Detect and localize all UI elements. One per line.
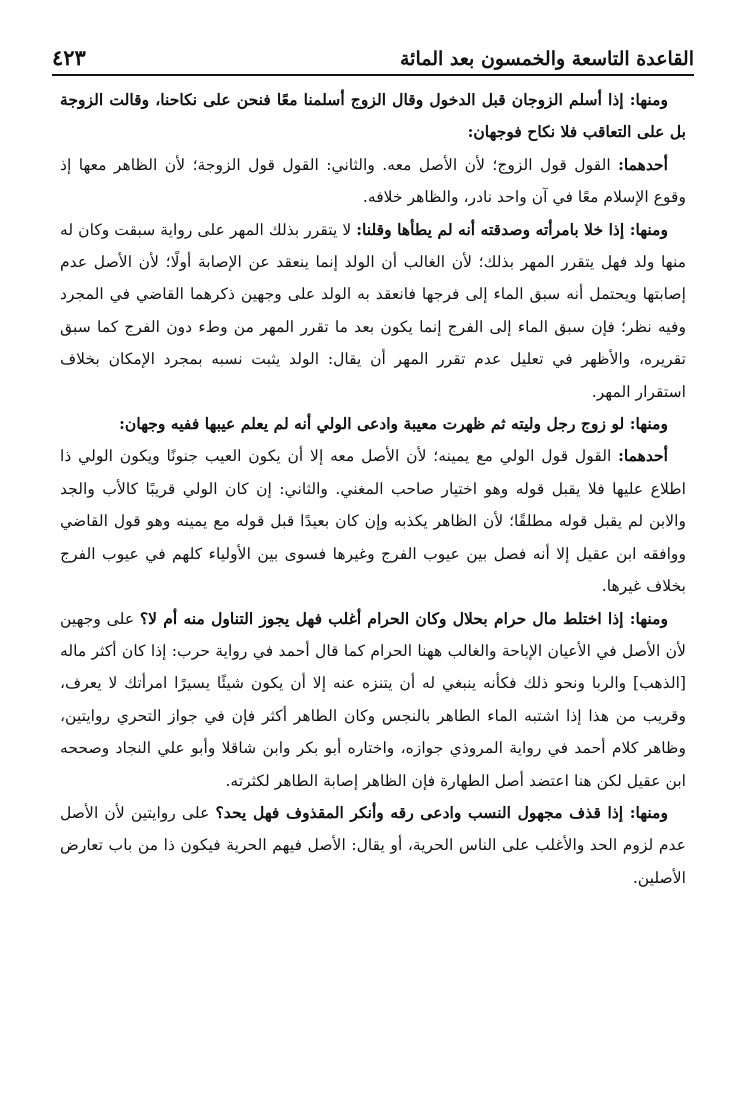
running-head: القاعدة التاسعة والخمسون بعد المائة: [399, 48, 694, 70]
page-body: [60, 84, 686, 894]
paragraph-text: على وجهين لأن الأصل في الأعيان الإباحة والغالب ههنا الحرام كما قال أحمد في رواية حرب: إذا كان أكثر ماله [الذهب] والربا ونحو ذلك فكأنه ينبغي له أن يتنزه عنه إلا أن يكون شيئًا يسيرًا امرأتك لا يعرف، وقريب من هذا إذا اشتبه الماء الطاهر بالنجس وكان الطاهر أكثر فإن في جواز التحري روايتين، وظاهر كلام أحمد في رواية المروذي جوازه، واختاره أبو بكر وابن شاقلا وأبو علي النجاد وصححه ابن عقيل لكن هنا اعتضد أصل الطهارة فإن الظاهر إصابة الطاهر لكثرته.: [60, 609, 686, 790]
paragraph-text: لا يتقرر بذلك المهر على رواية سبقت وكان له منها ولد فهل يتقرر المهر بذلك؛ لأن الغالب أن الولد إنما ينعقد عن الإصابة أولًا؛ لأن الأصل عدم إصابتها ويحتمل أنه سبق الماء إلى فرجها فانعقد به الولد على وجهين ذكرهما القاضي في المجرد وفيه نظر؛ فإن سبق الماء إلى الفرج إنما يكون بعد ما تقرر المهر من وطء دون الفرج كما سبق تقريره، والأظهر في تعليل عدم تقرر المهر أن يقال: الولد يثبت نسبه بمجرد الإمكان بخلاف استقرار المهر.: [60, 220, 686, 401]
paragraph: [60, 440, 686, 602]
paragraph-text: على روايتين لأن الأصل عدم لزوم الحد والأغلب على الناس الحرية، أو يقال: الأصل فيهم الحرية فيكون ذا من باب تعارض الأصلين.: [60, 803, 686, 887]
paragraph-lead: ومنها: لو زوج رجل وليته ثم ظهرت معيبة وادعى الولي أنه لم يعلم عيبها ففيه وجهان:: [119, 414, 668, 434]
paragraph-lead: ومنها: إذا أسلم الزوجان قبل الدخول وقال الزوج أسلمنا معًا فنحن على نكاحنا، وقالت الزوجة بل على التعاقب فلا نكاح فوجهان:: [60, 90, 686, 142]
page-header: [52, 34, 694, 76]
paragraph: [60, 149, 686, 214]
paragraph-lead: ومنها: إذا اختلط مال حرام بحلال وكان الحرام أغلب فهل يجوز التناول منه أم لا؟: [139, 608, 668, 628]
paragraph-text: القول قول الولي مع يمينه؛ لأن الأصل معه إلا أن يكون العيب جنونًا ويكون الولي ذا اطلاع عليها فلا يقبل قوله وهو اختيار صاحب المغني. والثاني: إن كان الولي قريبًا كالأب والجد والابن لم يقبل قوله مطلقًا؛ لأن الظاهر يكذبه وإن كان بعيدًا قبل قوله مع يمينه وهو قول القاضي ووافقه ابن عقيل إلا أنه فصل بين عيوب الفرج وغيرها فسوى بين الأولياء كلهم في عيوب الفرج بخلاف غيرها.: [60, 447, 686, 596]
paragraph-lead: أحدهما:: [618, 154, 668, 174]
paragraph-lead: أحدهما:: [618, 446, 668, 466]
paragraph-lead: ومنها: إذا خلا بامرأته وصدقته أنه لم يطأها وقلنا:: [356, 219, 668, 239]
paragraph-text: القول قول الزوج؛ لأن الأصل معه. والثاني: القول قول الزوجة؛ لأن الظاهر معها إذ وقوع الإسلام معًا في آن واحد نادر، والظاهر خلافه.: [60, 155, 686, 207]
paragraph: [60, 603, 686, 797]
paragraph: [60, 408, 686, 440]
page-number: ٤٢٣: [52, 45, 86, 70]
paragraph: [60, 84, 686, 149]
paragraph: [60, 797, 686, 894]
paragraph: [60, 214, 686, 408]
paragraph-lead: ومنها: إذا قذف مجهول النسب وادعى رقه وأنكر المقذوف فهل يحد؟: [215, 802, 668, 822]
